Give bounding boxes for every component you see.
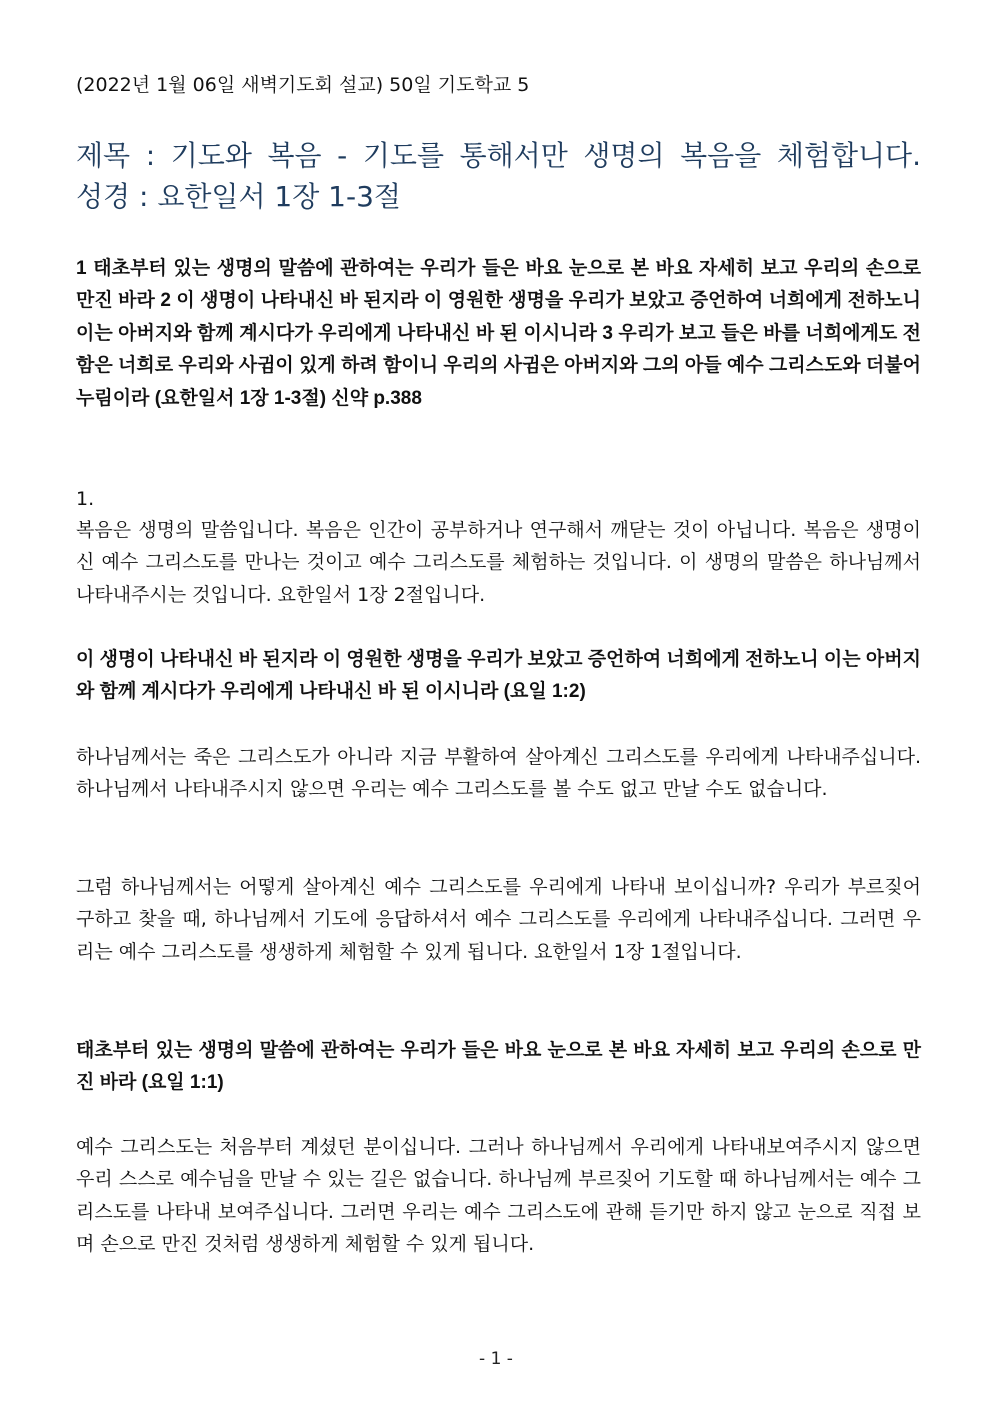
- quoted-verse: 태초부터 있는 생명의 말씀에 관하여는 우리가 들은 바요 눈으로 본 바요 자세히 보고 우리의 손으로 만진 바라 (요일 1:1): [76, 1040, 921, 1094]
- paragraph: 복음은 생명의 말씀입니다. 복음은 인간이 공부하거나 연구해서 깨닫는 것이 아닙니다. 복음은 생명이신 예수 그리스도를 만나는 것이고 예수 그리스도를 체험하는 것입니다. 이 생명의 말씀은 하나님께서 나타내주시는 것입니다. 요한일서 1장 2절입니다.: [76, 519, 921, 606]
- paragraph: 하나님께서는 죽은 그리스도가 아니라 지금 부활하여 살아계신 그리스도를 우리에게 나타내주십니다. 하나님께서 나타내주시지 않으면 우리는 예수 그리스도를 볼 수도 없고 만날 수도 없습니다.: [76, 746, 921, 801]
- page-number: - 1 -: [479, 1349, 513, 1369]
- quoted-verse: 이 생명이 나타내신 바 된지라 이 영원한 생명을 우리가 보았고 증언하여 너희에게 전하노니 이는 아버지와 함께 계시다가 우리에게 나타내신 바 된 이시니라 (요일 1:2): [76, 649, 921, 703]
- paragraph: 예수 그리스도는 처음부터 계셨던 분이십니다. 그러나 하나님께서 우리에게 나타내보여주시지 않으면 우리 스스로 예수님을 만날 수 있는 길은 없습니다. 하나님께 부르짖어 기도할 때 하나님께서는 예수 그리스도를 나타내 보여주십니다. 그러면 우리는 예수 그리스도에 관해 듣기만 하지 않고 눈으로 직접 보며 손으로 만진 것처럼 생생하게 체험할 수 있게 됩니다.: [76, 1136, 921, 1256]
- paragraph: 그럼 하나님께서는 어떻게 살아계신 예수 그리스도를 우리에게 나타내 보이십니까? 우리가 부르짖어 구하고 찾을 때, 하나님께서 기도에 응답하셔서 예수 그리스도를 우리에게 나타내주십니다. 그러면 우리는 예수 그리스도를 생생하게 체험할 수 있게 됩니다. 요한일서 1장 1절입니다.: [76, 876, 921, 963]
- scripture-passage: 1 태초부터 있는 생명의 말씀에 관하여는 우리가 들은 바요 눈으로 본 바요 자세히 보고 우리의 손으로 만진 바라 2 이 생명이 나타내신 바 된지라 이 영원한 생명을 우리가 보았고 증언하여 너희에게 전하노니 이는 아버지와 함께 계시다가 우리에게 나타내신 바 된 이시니라 3 우리가 보고 들은 바를 너희에게도 전함은 너희로 우리와 사귐이 있게 하려 함이니 우리의 사귐은 아버지와 그의 아들 예수 그리스도와 더불어 누림이라 (요한일서 1장 1-3절) 신약 p.388: [76, 258, 921, 409]
- sermon-header: (2022년 1월 06일 새벽기도회 설교) 50일 기도학교 5: [76, 74, 530, 96]
- sermon-title: 제목 : 기도와 복음 - 기도를 통해서만 생명의 복음을 체험합니다.: [76, 139, 921, 172]
- section-number: 1.: [76, 488, 95, 510]
- scripture-reference: 성경 : 요한일서 1장 1-3절: [76, 180, 401, 213]
